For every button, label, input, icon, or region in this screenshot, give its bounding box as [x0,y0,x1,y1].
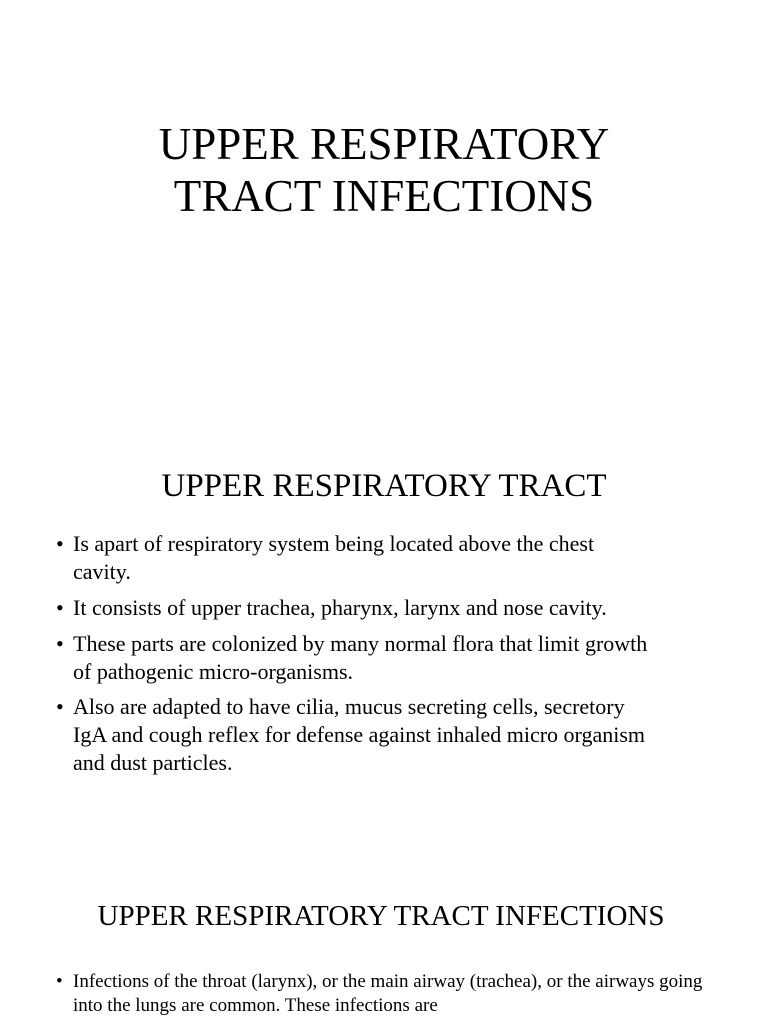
slide-heading: UPPER RESPIRATORY TRACT INFECTIONS [97,900,665,932]
bullet-item [56,530,656,586]
slide-upper-respiratory-tract-infections [0,860,768,1024]
bullet-text: Is apart of respiratory system being located above the chest cavity. [73,531,595,584]
bullet-item [56,693,656,777]
slide-title [0,0,768,430]
bullet-list [56,970,716,1018]
bullet-icon: • [56,694,64,719]
slide-heading: UPPER RESPIRATORY TRACT [161,468,607,504]
bullet-list [56,530,656,784]
bullet-item [56,970,716,1018]
bullet-icon: • [56,531,64,556]
presentation-title [0,118,768,222]
bullet-text: It consists of upper trachea, pharynx, larynx and nose cavity. [73,595,607,620]
bullet-text: Infections of the throat (larynx), or the main airway (trachea), or the airways going into the lungs are common. These infections are [73,971,703,1016]
bullet-icon: • [56,971,63,992]
bullet-text: These parts are colonized by many normal flora that limit growth of pathogenic micro-organisms. [73,631,648,684]
slide-upper-respiratory-tract [0,430,768,860]
bullet-item [56,593,656,623]
title-line: TRACT INFECTIONS [173,171,595,221]
bullet-icon: • [56,631,64,656]
bullet-icon: • [56,595,64,620]
bullet-text: Also are adapted to have cilia, mucus secreting cells, secretory IgA and cough reflex for defense against inhaled micro organism and dust particles. [73,694,646,775]
title-line: UPPER RESPIRATORY [158,119,610,169]
bullet-item [56,630,656,686]
